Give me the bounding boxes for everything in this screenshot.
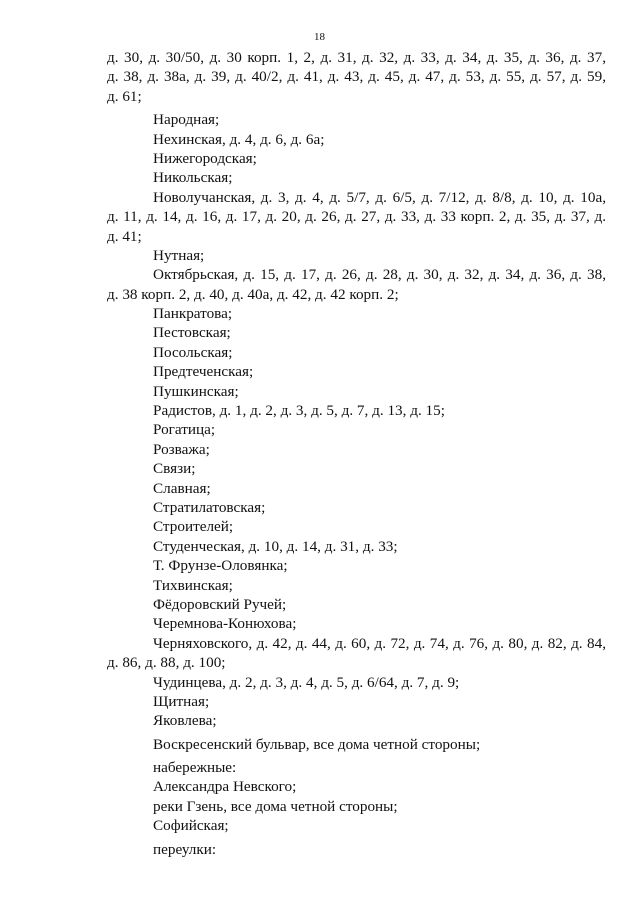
text-line: Рогатица;: [153, 421, 216, 439]
text-line: Нижегородская;: [153, 149, 257, 167]
text-line: Студенческая, д. 10, д. 14, д. 31, д. 33;: [153, 537, 398, 555]
text-line: Связи;: [153, 460, 196, 478]
text-line: Щитная;: [153, 692, 210, 710]
text-line: Октябрьская, д. 15, д. 17, д. 26, д. 28, д. 30, д. 32, д. 34, д. 36, д. 38,: [153, 266, 606, 284]
document-body: [107, 48, 606, 859]
text-line: набережные:: [153, 759, 237, 777]
text-line: Славная;: [153, 479, 211, 497]
text-line: Софийская;: [153, 817, 229, 835]
text-line: Александра Невского;: [153, 778, 297, 796]
text-line: Нутная;: [153, 246, 205, 264]
text-line: Никольская;: [153, 169, 233, 187]
text-line: Тихвинская;: [153, 576, 233, 594]
text-line: д. 41;: [107, 227, 142, 245]
text-line: Панкратова;: [153, 305, 233, 323]
text-line: Радистов, д. 1, д. 2, д. 3, д. 5, д. 7, д. 13, д. 15;: [153, 402, 445, 420]
text-line: Пестовская;: [153, 324, 231, 342]
text-line: Пушкинская;: [153, 382, 239, 400]
text-line: Т. Фрунзе-Оловянка;: [153, 557, 288, 575]
text-line: Чудинцева, д. 2, д. 3, д. 4, д. 5, д. 6/64, д. 7, д. 9;: [153, 673, 460, 691]
page-number: 18: [314, 31, 325, 43]
text-line: д. 11, д. 14, д. 16, д. 17, д. 20, д. 26, д. 27, д. 33, д. 33 корп. 2, д. 35, д. 37, д.: [107, 208, 606, 226]
text-line: Черемнова-Конюхова;: [153, 615, 297, 633]
text-line: д. 86, д. 88, д. 100;: [107, 654, 226, 672]
text-line: Яковлева;: [153, 712, 217, 730]
text-line: Новолучанская, д. 3, д. 4, д. 5/7, д. 6/5, д. 7/12, д. 8/8, д. 10, д. 10а,: [153, 188, 606, 206]
text-line: Предтеченская;: [153, 363, 254, 381]
text-line: Розважа;: [153, 440, 210, 458]
text-line: Посольская;: [153, 343, 233, 361]
text-line: Фёдоровский Ручей;: [153, 595, 287, 613]
text-line: д. 61;: [107, 87, 142, 105]
text-line: Народная;: [153, 111, 220, 129]
text-line: Воскресенский бульвар, все дома четной стороны;: [153, 735, 481, 753]
text-line: реки Гзень, все дома четной стороны;: [153, 797, 398, 815]
text-line: Строителей;: [153, 518, 234, 536]
text-line: д. 30, д. 30/50, д. 30 корп. 1, 2, д. 31, д. 32, д. 33, д. 34, д. 35, д. 36, д. 37,: [107, 49, 606, 66]
text-line: Черняховского, д. 42, д. 44, д. 60, д. 72, д. 74, д. 76, д. 80, д. 82, д. 84,: [153, 634, 606, 652]
text-line: Стратилатовская;: [153, 498, 266, 516]
text-line: д. 38 корп. 2, д. 40, д. 40а, д. 42, д. 42 корп. 2;: [107, 285, 399, 303]
text-line: Нехинская, д. 4, д. 6, д. 6а;: [153, 130, 325, 148]
text-line: д. 38, д. 38а, д. 39, д. 40/2, д. 41, д. 43, д. 45, д. 47, д. 53, д. 55, д. 57, д. 59,: [107, 68, 606, 86]
text-line: переулки:: [153, 840, 217, 858]
